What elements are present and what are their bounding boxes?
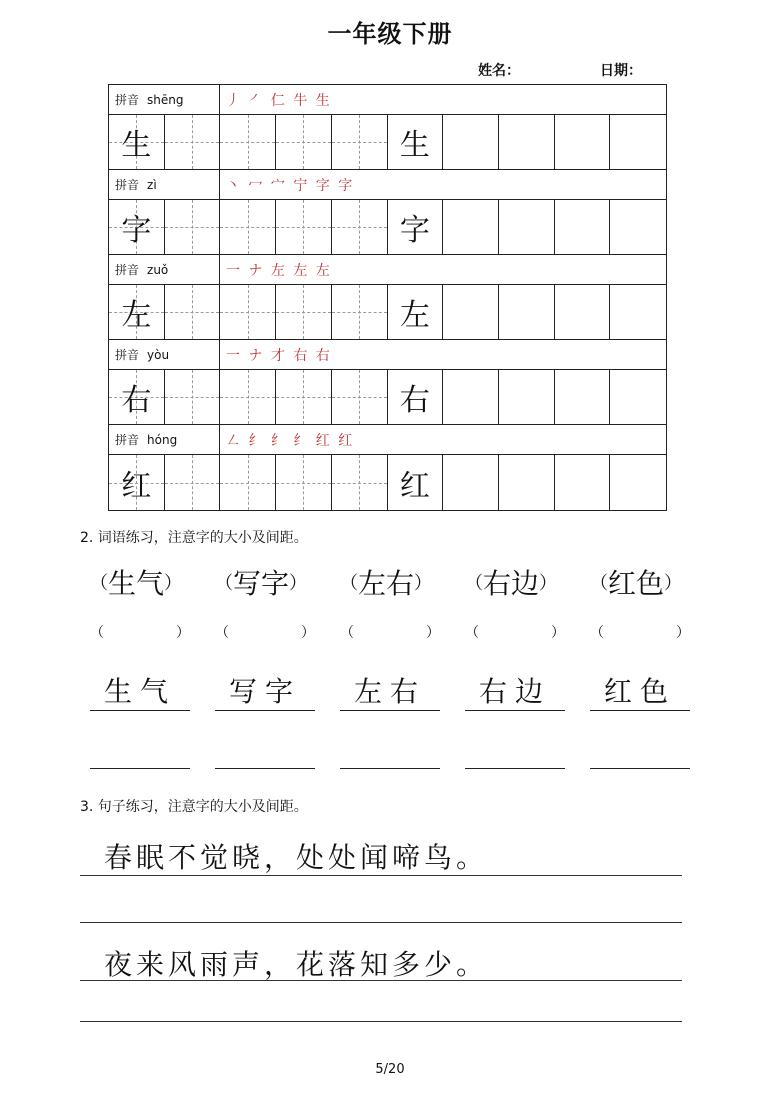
plain-box[interactable] [443, 370, 499, 424]
underlined-word: 生气 [90, 670, 190, 711]
paren-word-row [90, 562, 715, 602]
pinyin-cell [109, 85, 220, 114]
paren-word: （写字） [215, 567, 308, 600]
plain-box[interactable] [499, 455, 555, 510]
word-text: 红色 [608, 567, 665, 600]
model-character: 字 [399, 213, 430, 248]
tian-box[interactable] [332, 200, 388, 254]
date-label: 日期： [600, 63, 642, 79]
underlined-word-row [90, 670, 715, 711]
empty-parentheses[interactable]: （ ） [215, 625, 315, 641]
blank-line-row [90, 758, 715, 769]
tian-box[interactable] [332, 370, 388, 424]
model-character: 左 [121, 298, 152, 333]
tian-box[interactable] [220, 115, 276, 169]
tian-box-model [109, 370, 165, 424]
writing-row [109, 200, 666, 255]
tian-box-model [109, 455, 165, 510]
plain-box[interactable] [499, 115, 555, 169]
plain-box-model [388, 370, 444, 424]
tian-box-model [109, 115, 165, 169]
model-character: 字 [121, 213, 152, 248]
poem-line: 春眠不觉晓，处处闻啼鸟。 [104, 841, 489, 874]
writing-line[interactable] [80, 922, 682, 923]
stroke-order: 丶 冖 宀 宁 字 字 [226, 177, 355, 194]
tian-box[interactable] [165, 200, 221, 254]
page-title: 一年级下册 [327, 20, 453, 48]
model-character: 红 [399, 468, 430, 504]
plain-box[interactable] [610, 285, 666, 339]
tian-box[interactable] [332, 455, 388, 510]
writing-line [80, 980, 682, 981]
plain-box[interactable] [555, 115, 611, 169]
pinyin-row [109, 255, 666, 285]
plain-box[interactable] [499, 285, 555, 339]
pinyin-row [109, 425, 666, 455]
plain-box-model [388, 285, 444, 339]
model-character: 左 [399, 298, 430, 333]
model-character: 红 [121, 468, 152, 504]
writing-line [80, 875, 682, 876]
paren-word: （红色） [590, 567, 683, 600]
plain-box-model [388, 455, 444, 510]
pinyin-row [109, 85, 666, 115]
pinyin-text: hóng [147, 432, 178, 447]
plain-box[interactable] [610, 200, 666, 254]
tian-box-model [109, 285, 165, 339]
word-text: 右边 [483, 567, 540, 600]
plain-box[interactable] [555, 285, 611, 339]
plain-box-model [388, 115, 444, 169]
tian-box[interactable] [220, 455, 276, 510]
pinyin-cell [109, 425, 220, 454]
model-character: 生 [399, 128, 430, 163]
tian-box[interactable] [165, 370, 221, 424]
pinyin-label: 拼音 [115, 263, 140, 277]
underlined-word: 左右 [340, 670, 440, 711]
pinyin-cell [109, 255, 220, 284]
tian-box[interactable] [332, 285, 388, 339]
writing-row [109, 370, 666, 425]
paren-word: （生气） [90, 567, 183, 600]
plain-box[interactable] [443, 455, 499, 510]
tian-box[interactable] [332, 115, 388, 169]
tian-box[interactable] [276, 285, 332, 339]
pinyin-text: shēng [147, 92, 184, 107]
stroke-order: ㇜ 纟 纟 纟 红 红 [226, 432, 355, 449]
paren-word: （左右） [340, 567, 433, 600]
pinyin-label: 拼音 [115, 348, 140, 362]
word-text: 生气 [108, 567, 165, 600]
blank-write-line[interactable] [590, 758, 690, 769]
tian-box[interactable] [220, 285, 276, 339]
pinyin-text: zuǒ [147, 262, 169, 277]
name-label: 姓名： [478, 63, 520, 79]
plain-box[interactable] [443, 200, 499, 254]
plain-box[interactable] [443, 285, 499, 339]
pinyin-cell [109, 340, 220, 369]
writing-row [109, 285, 666, 340]
writing-line[interactable] [80, 1021, 682, 1022]
plain-box[interactable] [610, 115, 666, 169]
underlined-word: 右边 [465, 670, 565, 711]
tian-box[interactable] [220, 200, 276, 254]
blank-write-line[interactable] [90, 758, 190, 769]
tian-box[interactable] [276, 455, 332, 510]
stroke-order: 丿 ㇒ 仁 牛 生 [226, 92, 332, 109]
model-character: 生 [121, 128, 152, 163]
plain-box[interactable] [610, 370, 666, 424]
tian-box[interactable] [276, 200, 332, 254]
plain-box[interactable] [499, 200, 555, 254]
pinyin-row [109, 170, 666, 200]
empty-parentheses[interactable]: （ ） [90, 625, 190, 641]
stroke-order: 一 ナ 才 右 右 [226, 347, 332, 364]
model-character: 右 [121, 383, 152, 418]
plain-box[interactable] [555, 200, 611, 254]
paren-word: （右边） [465, 567, 558, 600]
pinyin-label: 拼音 [115, 433, 140, 447]
stroke-order: 一 ナ 左 左 左 [226, 262, 332, 279]
page-number: 5/20 [375, 1062, 405, 1077]
tian-box-model [109, 200, 165, 254]
pinyin-text: zì [147, 177, 157, 192]
blank-write-line[interactable] [465, 758, 565, 769]
pinyin-label: 拼音 [115, 178, 140, 192]
empty-parentheses[interactable]: （ ） [465, 625, 565, 641]
empty-parentheses[interactable]: （ ） [590, 625, 690, 641]
writing-row [109, 455, 666, 510]
pinyin-row [109, 340, 666, 370]
plain-box[interactable] [499, 370, 555, 424]
plain-box[interactable] [555, 370, 611, 424]
tian-box[interactable] [220, 370, 276, 424]
underlined-word: 红色 [590, 670, 690, 711]
plain-box[interactable] [443, 115, 499, 169]
plain-box[interactable] [555, 455, 611, 510]
blank-write-line[interactable] [215, 758, 315, 769]
underlined-word: 写字 [215, 670, 315, 711]
writing-row [109, 115, 666, 170]
poem-line: 夜来风雨声，花落知多少。 [104, 948, 489, 981]
tian-box[interactable] [165, 115, 221, 169]
empty-paren-row [90, 622, 715, 642]
pinyin-label: 拼音 [115, 93, 140, 107]
model-character: 右 [399, 383, 430, 418]
word-text: 左右 [358, 567, 415, 600]
tian-box[interactable] [165, 285, 221, 339]
tian-box[interactable] [276, 370, 332, 424]
section2-heading: 2. 词语练习，注意字的大小及间距。 [80, 530, 308, 546]
section3-heading: 3. 句子练习，注意字的大小及间距。 [80, 799, 308, 815]
empty-parentheses[interactable]: （ ） [340, 625, 440, 641]
tian-box[interactable] [276, 115, 332, 169]
blank-write-line[interactable] [340, 758, 440, 769]
character-practice-grid [108, 84, 667, 511]
tian-box[interactable] [165, 455, 221, 510]
word-text: 写字 [233, 567, 290, 600]
plain-box-model [388, 200, 444, 254]
plain-box[interactable] [610, 455, 666, 510]
pinyin-cell [109, 170, 220, 199]
pinyin-text: yòu [147, 347, 170, 362]
